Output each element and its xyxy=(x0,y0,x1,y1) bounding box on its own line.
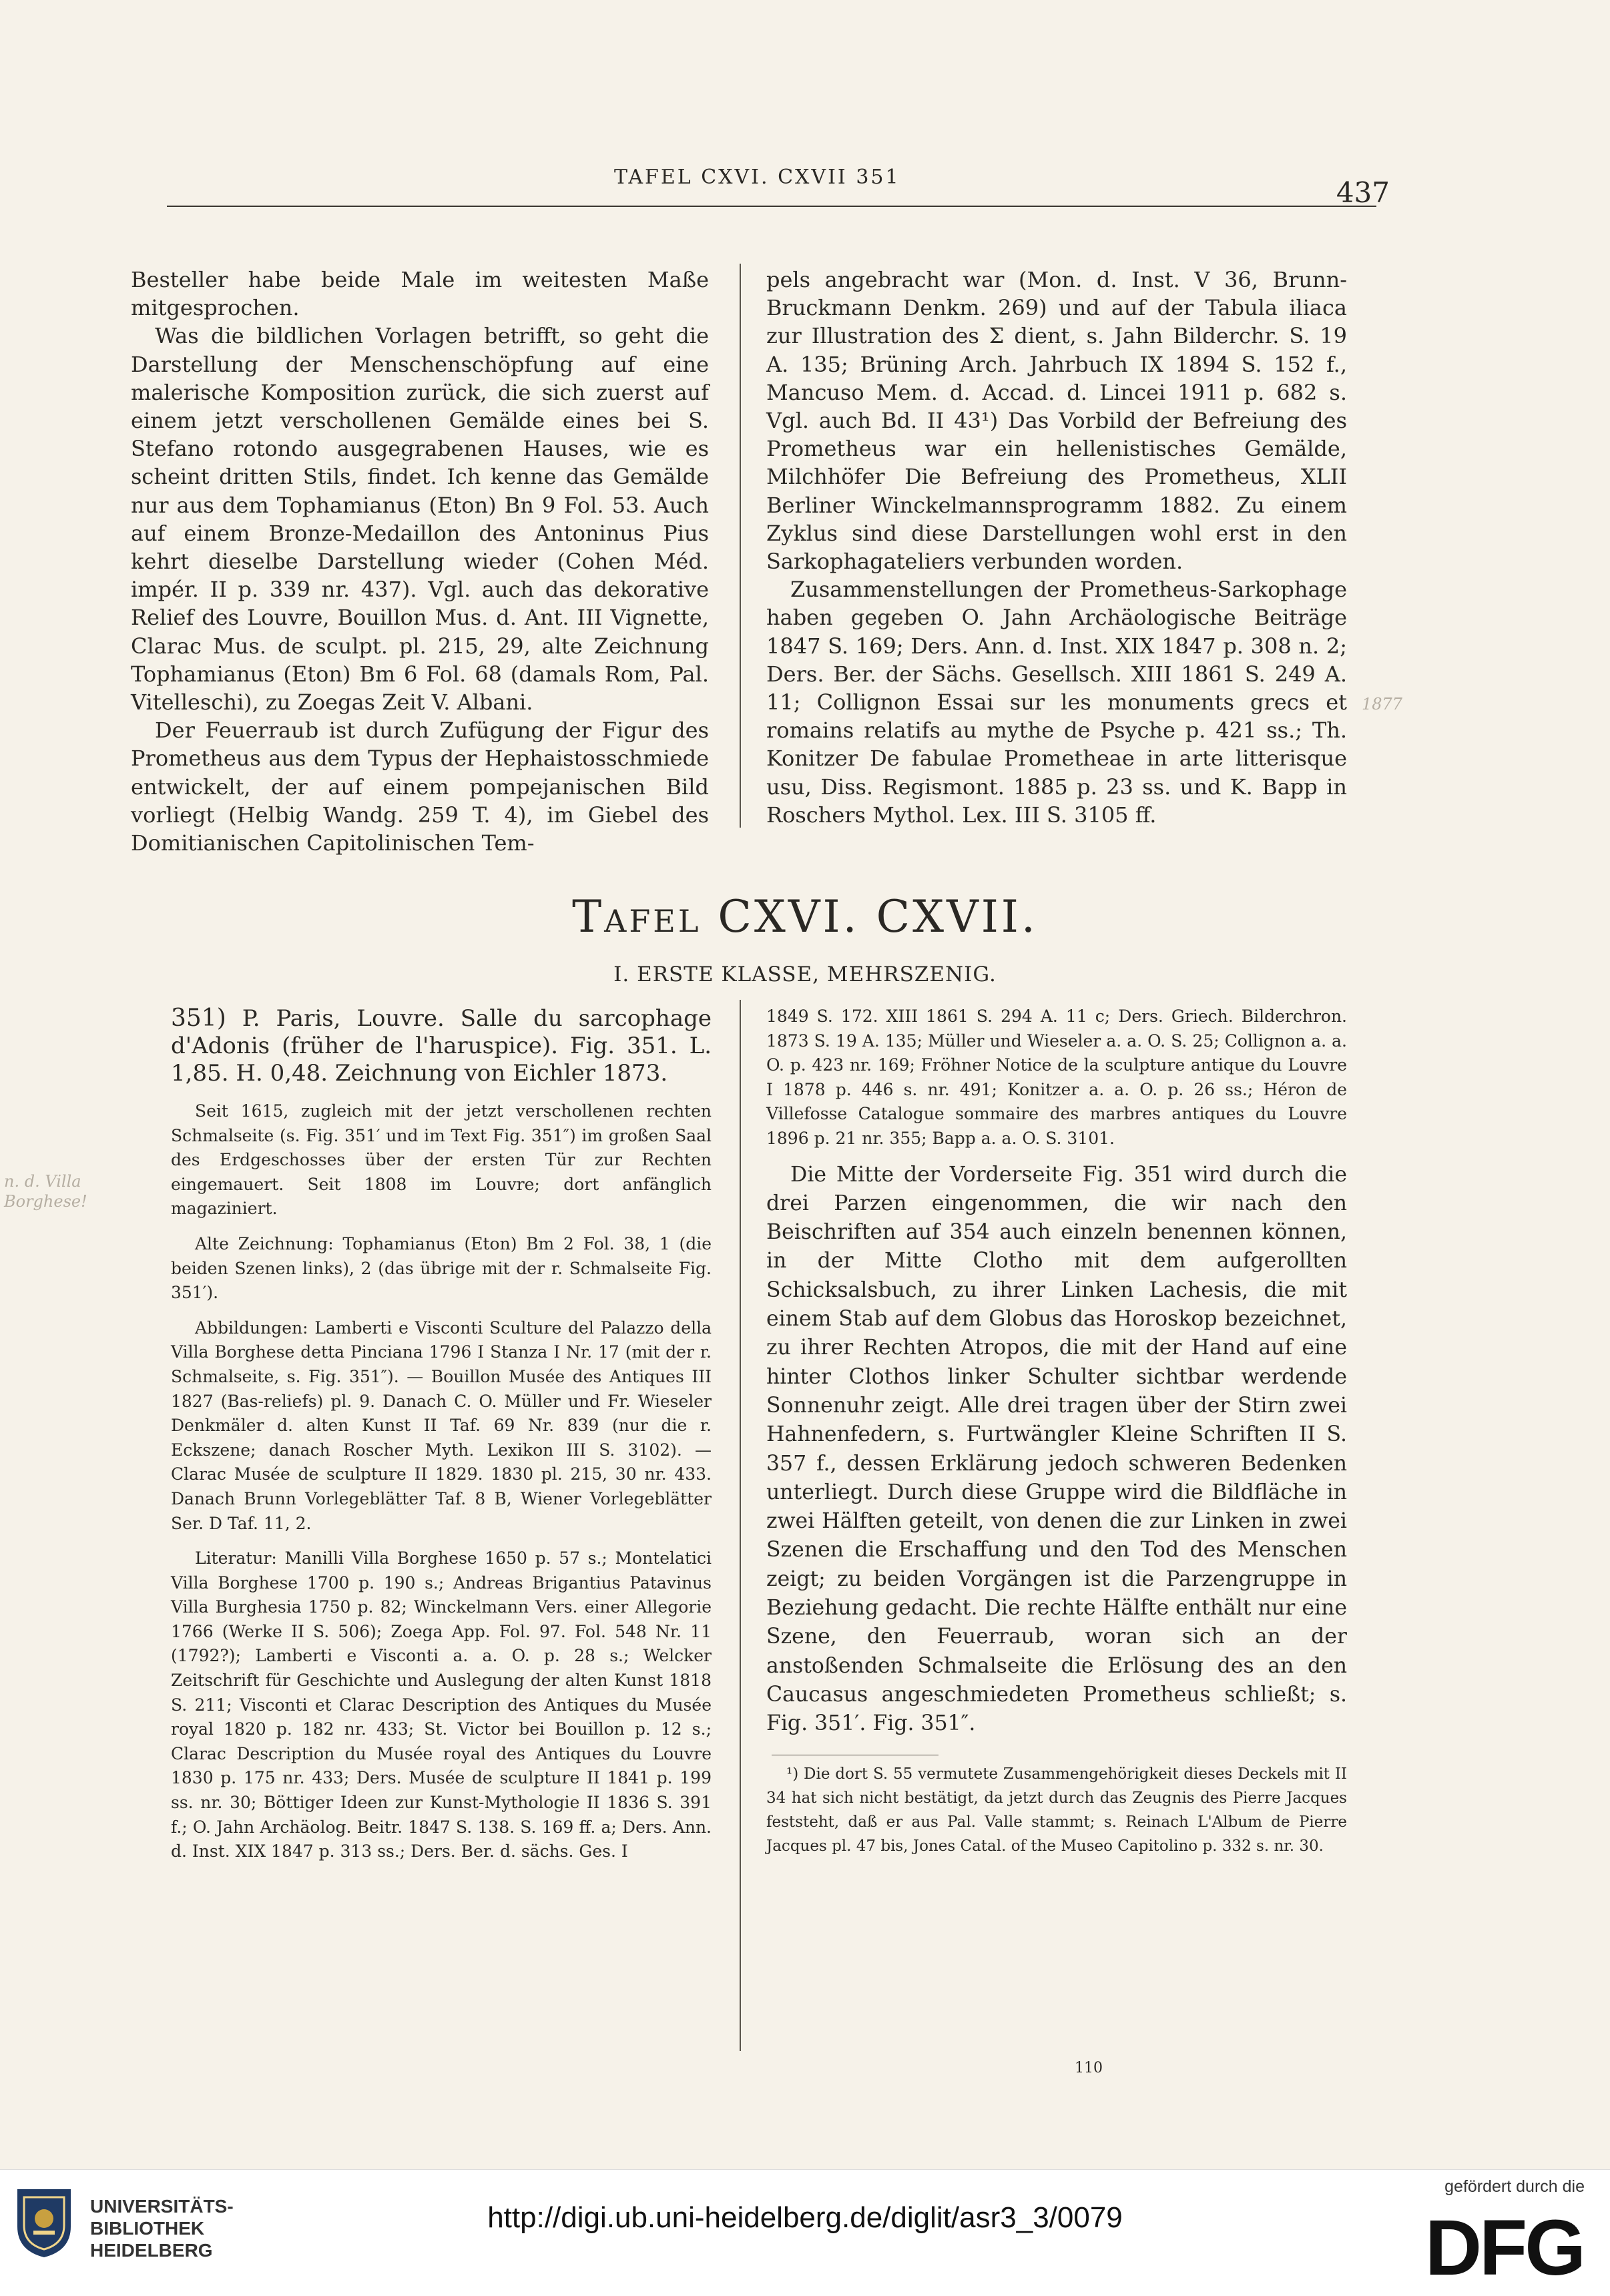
signature-mark: 110 xyxy=(1075,2060,1103,2076)
funder-label: gefördert durch die xyxy=(1444,2177,1585,2196)
paragraph: Abbildungen: Lamberti e Visconti Sculture del Palazzo della Villa Borghese detta Pinciana 1796 I Stanza I Nr. 17 (mit der r. Schmalseite, s. Fig. 351″). — Bouillon Musée des Antiques III 1827 (Bas-reliefs) pl. 9. Danach C. O. Müller und Fr. Wieseler Denkmäler d. alten Kunst II Taf. 69 Nr. 839 (nur die r. Eckszene; danach Roscher Myth. Lexikon III S. 3102). — Clarac Musée de sculpture II 1829. 1830 pl. 215, 30 nr. 433. Danach Brunn Vorlegeblätter Taf. 8 B, Wiener Vorlegeblätter Ser. D Taf. 11, 2. xyxy=(171,1318,712,1533)
paragraph: Seit 1615, zugleich mit der jetzt verschollenen rechten Schmalseite (s. Fig. 351′ und im Text Fig. 351″) im großen Saal des Erdgeschosses über der ersten Tür zur Rechten eingemauert. Seit 1808 im Louvre; dort anfänglich magaziniert. xyxy=(171,1101,712,1219)
section-subtitle: I. ERSTE KLASSE, MEHRSZENIG. xyxy=(613,962,997,986)
footnote-text: ¹) Die dort S. 55 vermutete Zusammengehörigkeit dieses Deckels mit II 34 hat sich nicht bestätigt, da jetzt durch das Zeugnis des Pierre Jacques feststeht, daß er aus Pal. Valle stammt; s. Reinach L'Album de Pierre Jacques pl. 47 bis, Jones Catal. of the Museo Capitolino p. 332 s. nr. 30. xyxy=(766,1765,1347,1855)
source-url[interactable]: http://digi.ub.uni-heidelberg.de/diglit/asr3_3/0079 xyxy=(487,2201,1123,2234)
paragraph: Zusammenstellungen der Prometheus-Sarkophage haben gegeben O. Jahn Archäologische Beiträge 1847 S. 169; Ders. Ann. d. Inst. XIX 1847 p. 308 n. 2; Ders. Ber. der Sächs. Gesellsch. XIII 1861 S. 249 A. 11; Collignon Essai sur les monuments grecs et romains relatifs au mythe de Psyche p. 421 ss.; Th. Konitzer De fabulae Prometheae in arte litterisque usu, Diss. Regismont. 1885 p. 23 ss. und K. Bapp in Roschers Mythol. Lex. III S. 3105 ff. xyxy=(766,577,1347,828)
top-right-column xyxy=(766,266,1347,829)
entry-head-text: P. Paris, Louvre. Salle du sarcophage d'Adonis (früher de l'haruspice). Fig. 351. L. 1,85. H. 0,48. Zeichnung von Eichler 1873. xyxy=(171,1005,712,1087)
paragraph: Die Mitte der Vorderseite Fig. 351 wird durch die drei Parzen eingenommen, die wir nach den Beischriften auf 354 auch einzeln benennen können, in der Mitte Clotho mit dem aufgerollten Schicksalsbuch, zu ihrer Linken Lachesis, die mit einem Stab auf dem Globus das Horoskop bezeichnet, zu ihrer Rechten Atropos, die mit der Hand auf eine hinter Clothos linker Schulter sichtbar werdende Sonnenuhr zeigt. Alle drei tragen über der Stirn zwei Hahnenfedern, s. Furtwängler Kleine Schriften II S. 357 f., dessen Erklärung jedoch schweren Bedenken unterliegt. Durch diese Gruppe wird die Bildfläche in zwei Hälften geteilt, von denen die zur Linken in zwei Szenen die Erschaffung und den Tod des Menschen zeigt; zu beiden Vorgängen ist die Parzengruppe in Beziehung gedacht. Die rechte Hälfte enthält nur eine Szene, den Feuerraub, woran sich an der anstoßenden Schmalseite die Erlösung des an den Caucasus angeschmiedeten Prometheus schließt; s. Fig. 351′. Fig. 351″. xyxy=(766,1162,1347,1736)
column-divider xyxy=(740,264,741,828)
bottom-right-column xyxy=(766,1005,1347,1858)
entry-notes xyxy=(171,1099,712,1864)
paragraph: Was die bildlichen Vorlagen betrifft, so geht die Darstellung der Menschenschöpfung auf eine malerische Komposition zurück, die sich zuerst auf einem jetzt verschollenen Gemälde eines bei S. Stefano rotondo ausgegrabenen Hauses, wie es scheint dritten Stils, findet. Ich kenne das Gemälde nur aus dem Tophamianus (Eton) Bn 9 Fol. 53. Auch auf einem Bronze-Medaillon des Antoninus Pius kehrt dieselbe Darstellung wieder (Cohen Méd. impér. II p. 339 nr. 437). Vgl. auch das dekorative Relief des Louvre, Bouillon Mus. d. Ant. III Vignette, Clarac Mus. de sculpt. pl. 215, 29, alte Zeichnung Tophamianus (Eton) Bm 6 Fol. 68 (damals Rom, Pal. Vitelleschi), zu Zoegas Zeit V. Albani. xyxy=(131,323,709,715)
page-header xyxy=(167,159,1390,209)
paragraph: Alte Zeichnung: Tophamianus (Eton) Bm 2 Fol. 38, 1 (die beiden Szenen links), 2 (das übrige mit der r. Schmalseite Fig. 351′). xyxy=(171,1233,712,1303)
bottom-left-column xyxy=(171,1005,712,1875)
margin-note-right: 1877 xyxy=(1362,695,1403,713)
margin-note-left: n. d. Villa Borghese! xyxy=(4,1172,87,1211)
page-number: 437 xyxy=(1336,176,1390,209)
university-line: BIBLIOTHEK xyxy=(90,2218,205,2239)
university-line: HEIDELBERG xyxy=(90,2240,213,2261)
entry-number: 351) xyxy=(171,1005,226,1032)
literature-continuation xyxy=(766,1005,1347,1151)
running-title: TAFEL CXVI. CXVII 351 xyxy=(614,166,900,189)
university-line: UNIVERSITÄTS- xyxy=(90,2196,234,2217)
paragraph: Besteller habe beide Male im weitesten Maße mitgesprochen. xyxy=(131,267,709,321)
footnote xyxy=(766,1762,1347,1858)
entry-heading xyxy=(171,1005,712,1087)
paragraph: 1849 S. 172. XIII 1861 S. 294 A. 11 c; Ders. Griech. Bilderchron. 1873 S. 19 A. 135; Müller und Wieseler a. a. O. S. 25; Collignon a. a. O. p. 423 nr. 169; Fröhner Notice de la sculpture antique du Louvre I 1878 p. 446 s. nr. 491; Konitzer a. a. O. p. 26 ss.; Héron de Villefosse Catalogue sommaire des marbres antiques du Louvre 1896 p. 21 nr. 355; Bapp a. a. O. S. 3101. xyxy=(766,1007,1347,1148)
paragraph: Literatur: Manilli Villa Borghese 1650 p. 57 s.; Montelatici Villa Borghese 1700 p. 190 s.; Andreas Brigantius Patavinus Villa Burghesia 1750 p. 82; Winckelmann Vers. einer Allegorie 1766 (Werke II S. 506); Zoega App. Fol. 97. Fol. 548 Nr. 11 (1792?); Lamberti e Visconti a. a. O. p. 28 s.; Welcker Zeitschrift für Geschichte und Auslegung der alten Kunst 1818 S. 211; Visconti et Clarac Description des Antiques du Musée royal 1820 p. 182 nr. 433; St. Victor bei Bouillon p. 12 s.; Clarac Description du Musée royal des Antiques du Louvre 1830 p. 175 nr. 433; Ders. Musée de sculpture II 1841 p. 199 ss. nr. 30; Böttiger Ideen zur Kunst-Mythologie II 1836 S. 391 f.; O. Jahn Archäolog. Beitr. 1847 S. 138. S. 169 ff. a; Ders. Ann. d. Inst. XIX 1847 p. 313 ss.; Ders. Ber. d. sächs. Ges. I xyxy=(171,1548,712,1861)
paragraph: pels angebracht war (Mon. d. Inst. V 36, Brunn-Bruckmann Denkm. 269) und auf der Tabula iliaca zur Illustration des Σ dient, s. Jahn Bilderchr. S. 19 A. 135; Brüning Arch. Jahrbuch IX 1894 S. 152 f., Mancuso Mem. d. Accad. d. Lincei 1911 p. 682 s. Vgl. auch Bd. II 43¹) Das Vorbild der Befreiung des Prometheus war ein hellenistisches Gemälde, Milchhöfer Die Befreiung des Prometheus, XLII Berliner Winckelmannsprogramm 1882. Zu einem Zyklus sind diese Darstellungen wohl erst in den Sarkophagateliers verbunden worden. xyxy=(766,267,1347,575)
paragraph: Der Feuerraub ist durch Zufügung der Figur des Prometheus aus dem Typus der Hephaistosschmiede entwickelt, der auf einem pompejanischen Bild vorliegt (Helbig Wandg. 259 T. 4), im Giebel des Domitianischen Capitolinischen Tem- xyxy=(131,718,709,856)
funder-logo: DFG xyxy=(1424,2204,1583,2292)
section-title: Tafel CXVI. CXVII. xyxy=(572,891,1038,942)
top-left-column xyxy=(131,266,709,857)
column-divider xyxy=(740,1000,741,2051)
description-text xyxy=(766,1161,1347,1739)
